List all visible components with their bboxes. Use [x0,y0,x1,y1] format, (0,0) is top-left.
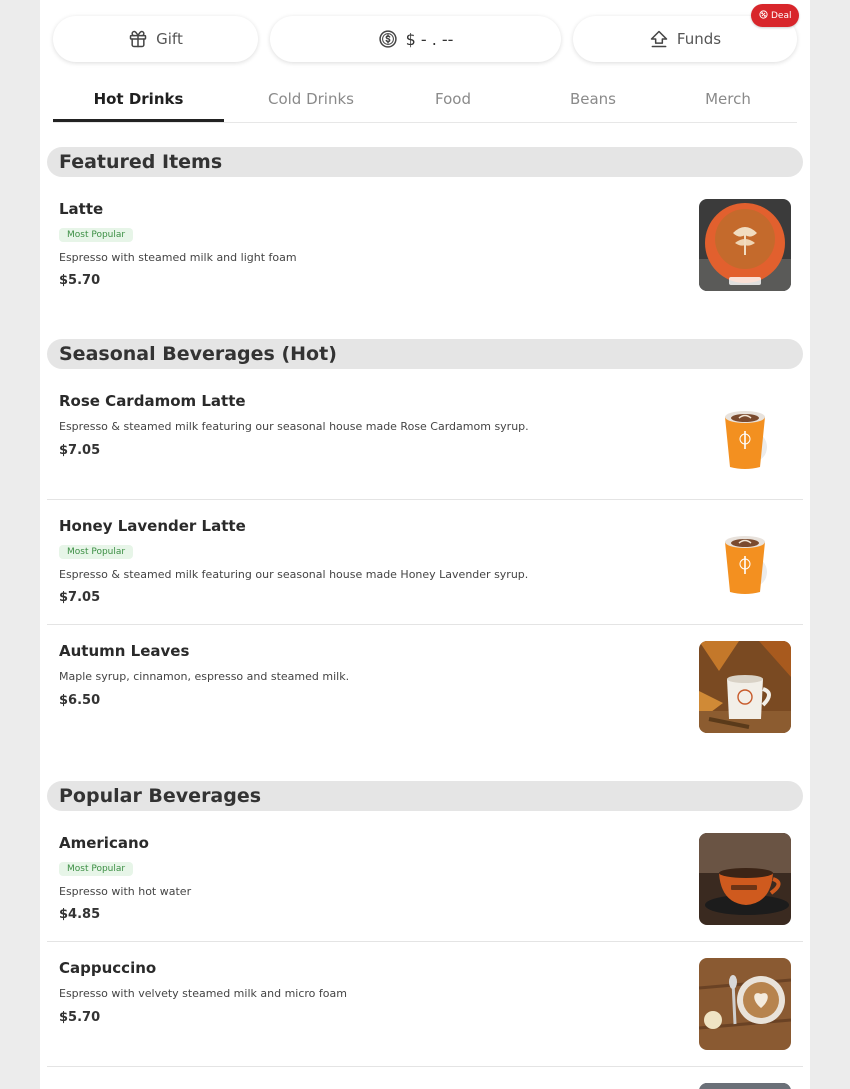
section-header-featured: Featured Items [47,147,803,177]
menu-item-americano[interactable] [47,824,803,942]
item-name: Cappuccino [59,959,157,977]
gift-icon [128,29,148,49]
item-price: $5.70 [59,1010,101,1025]
balance-label: $ - . -- [405,29,454,49]
tab-merch[interactable]: Merch [705,90,751,108]
item-description: Espresso with steamed milk and light foam [59,251,297,264]
dollar-coin-icon [378,29,398,49]
next-item-image [699,1083,791,1089]
most-popular-badge: Most Popular [59,862,133,876]
menu-item-autumn-leaves[interactable] [47,632,803,750]
tab-food[interactable]: Food [435,90,471,108]
cappuccino-image [699,958,791,1050]
section-header-popular: Popular Beverages [47,781,803,811]
menu-item-rose-cardamom-latte[interactable] [47,382,803,500]
item-price: $6.50 [59,693,101,708]
balance-button[interactable] [270,16,561,62]
tab-cold-drinks[interactable]: Cold Drinks [267,90,354,108]
menu-item-honey-lavender-latte[interactable] [47,507,803,625]
item-price: $7.05 [59,443,101,458]
funds-label: Funds [676,30,722,48]
latte-image [699,199,791,291]
upload-arrow-icon [649,29,669,49]
section-header-seasonal: Seasonal Beverages (Hot) [47,339,803,369]
americano-image [699,833,791,925]
item-price: $4.85 [59,907,101,922]
item-description: Espresso with velvety steamed milk and micro foam [59,987,347,1000]
item-description: Maple syrup, cinnamon, espresso and steamed milk. [59,670,350,683]
item-description: Espresso & steamed milk featuring our seasonal house made Honey Lavender syrup. [59,568,529,581]
deal-label: Deal [771,10,792,21]
most-popular-badge: Most Popular [59,545,133,559]
item-name: Latte [59,200,104,218]
tab-hot-drinks[interactable]: Hot Drinks [53,78,224,122]
menu-item-latte[interactable] [47,190,803,310]
tab-beans[interactable]: Beans [569,90,617,108]
item-description: Espresso & steamed milk featuring our seasonal house made Rose Cardamom syrup. [59,420,529,433]
item-description: Espresso with hot water [59,885,192,898]
category-tabs [53,78,797,123]
item-price: $5.70 [59,273,101,288]
deal-icon [759,10,768,22]
item-name: Autumn Leaves [59,642,190,660]
honey-lavender-latte-image [699,516,791,608]
item-name: Rose Cardamom Latte [59,392,246,410]
gift-label: Gift [156,30,183,48]
menu-item-cappuccino[interactable] [47,949,803,1067]
item-price: $7.05 [59,590,101,605]
menu-page [40,0,810,1089]
item-name: Americano [59,834,149,852]
autumn-leaves-image [699,641,791,733]
deal-badge[interactable] [751,4,799,27]
rose-cardamom-latte-image [699,391,791,483]
gift-button[interactable] [53,16,258,62]
most-popular-badge: Most Popular [59,228,133,242]
item-name: Honey Lavender Latte [59,517,246,535]
